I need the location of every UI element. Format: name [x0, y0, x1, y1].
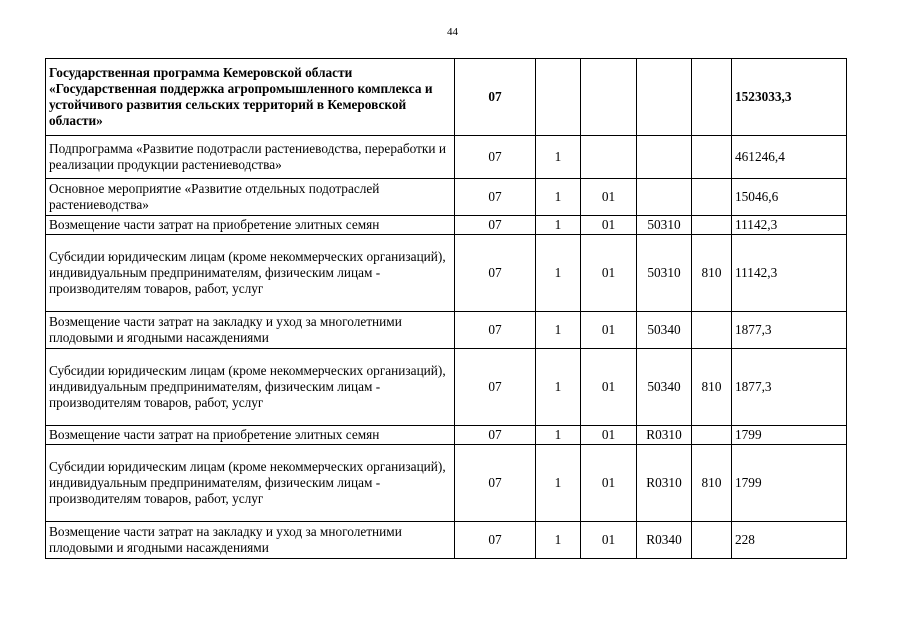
- event-code: 01: [581, 312, 637, 349]
- event-code: 01: [581, 522, 637, 559]
- subprogram-code: 1: [536, 235, 581, 312]
- amount: 15046,6: [732, 179, 847, 216]
- expense-type-code: [692, 136, 732, 179]
- amount: 1799: [732, 445, 847, 522]
- expense-type-code: [692, 179, 732, 216]
- direction-code: R0340: [637, 522, 692, 559]
- program-code: 07: [455, 216, 536, 235]
- subprogram-code: 1: [536, 312, 581, 349]
- subprogram-code: 1: [536, 426, 581, 445]
- subprogram-code: 1: [536, 179, 581, 216]
- program-code: 07: [455, 312, 536, 349]
- event-code: 01: [581, 235, 637, 312]
- table-row: [46, 136, 847, 179]
- expense-type-code: [692, 216, 732, 235]
- direction-code: R0310: [637, 445, 692, 522]
- budget-table: [45, 58, 847, 559]
- row-name: Возмещение части затрат на закладку и уход за многолетними плодовыми и ягодными насаждениями: [46, 522, 455, 559]
- direction-code: 50310: [637, 216, 692, 235]
- row-name: Основное мероприятие «Развитие отдельных подотраслей растениеводства»: [46, 179, 455, 216]
- direction-code: 50340: [637, 312, 692, 349]
- table-row: [46, 349, 847, 426]
- table-row: [46, 59, 847, 136]
- event-code: 01: [581, 216, 637, 235]
- table-row: [46, 522, 847, 559]
- program-code: 07: [455, 426, 536, 445]
- amount: 11142,3: [732, 235, 847, 312]
- expense-type-code: 810: [692, 235, 732, 312]
- event-code: 01: [581, 426, 637, 445]
- event-code: 01: [581, 445, 637, 522]
- table-row: [46, 312, 847, 349]
- table-row: [46, 216, 847, 235]
- direction-code: [637, 179, 692, 216]
- expense-type-code: [692, 426, 732, 445]
- event-code: 01: [581, 349, 637, 426]
- amount: 228: [732, 522, 847, 559]
- expense-type-code: [692, 59, 732, 136]
- program-code: 07: [455, 522, 536, 559]
- table-row: [46, 445, 847, 522]
- row-name: Субсидии юридическим лицам (кроме некоммерческих организаций), индивидуальным предпринимателям, физическим лицам - производителям товаров, работ, услуг: [46, 349, 455, 426]
- amount: 1523033,3: [732, 59, 847, 136]
- subprogram-code: 1: [536, 136, 581, 179]
- row-name: Возмещение части затрат на приобретение элитных семян: [46, 216, 455, 235]
- program-code: 07: [455, 445, 536, 522]
- table-row: [46, 235, 847, 312]
- direction-code: [637, 59, 692, 136]
- program-code: 07: [455, 349, 536, 426]
- amount: 1877,3: [732, 312, 847, 349]
- direction-code: R0310: [637, 426, 692, 445]
- event-code: 01: [581, 179, 637, 216]
- subprogram-code: 1: [536, 522, 581, 559]
- program-code: 07: [455, 136, 536, 179]
- expense-type-code: 810: [692, 445, 732, 522]
- amount: 1799: [732, 426, 847, 445]
- table-row: [46, 426, 847, 445]
- subprogram-code: 1: [536, 349, 581, 426]
- row-name: Субсидии юридическим лицам (кроме некоммерческих организаций), индивидуальным предпринимателям, физическим лицам - производителям товаров, работ, услуг: [46, 235, 455, 312]
- amount: 1877,3: [732, 349, 847, 426]
- page-number: 44: [447, 26, 458, 38]
- direction-code: [637, 136, 692, 179]
- subprogram-code: 1: [536, 445, 581, 522]
- program-code: 07: [455, 59, 536, 136]
- program-code: 07: [455, 179, 536, 216]
- row-name: Подпрограмма «Развитие подотрасли растениеводства, переработки и реализации продукции растениеводства»: [46, 136, 455, 179]
- table-row: [46, 179, 847, 216]
- amount: 11142,3: [732, 216, 847, 235]
- subprogram-code: 1: [536, 216, 581, 235]
- row-name: Возмещение части затрат на закладку и уход за многолетними плодовыми и ягодными насаждениями: [46, 312, 455, 349]
- amount: 461246,4: [732, 136, 847, 179]
- expense-type-code: 810: [692, 349, 732, 426]
- expense-type-code: [692, 522, 732, 559]
- row-name: Субсидии юридическим лицам (кроме некоммерческих организаций), индивидуальным предпринимателям, физическим лицам - производителям товаров, работ, услуг: [46, 445, 455, 522]
- event-code: [581, 59, 637, 136]
- program-code: 07: [455, 235, 536, 312]
- subprogram-code: [536, 59, 581, 136]
- direction-code: 50310: [637, 235, 692, 312]
- row-name: Возмещение части затрат на приобретение элитных семян: [46, 426, 455, 445]
- row-name: Государственная программа Кемеровской области «Государственная поддержка агропромышленного комплекса и устойчивого развития сельских территорий в Кемеровской области»: [46, 59, 455, 136]
- direction-code: 50340: [637, 349, 692, 426]
- event-code: [581, 136, 637, 179]
- expense-type-code: [692, 312, 732, 349]
